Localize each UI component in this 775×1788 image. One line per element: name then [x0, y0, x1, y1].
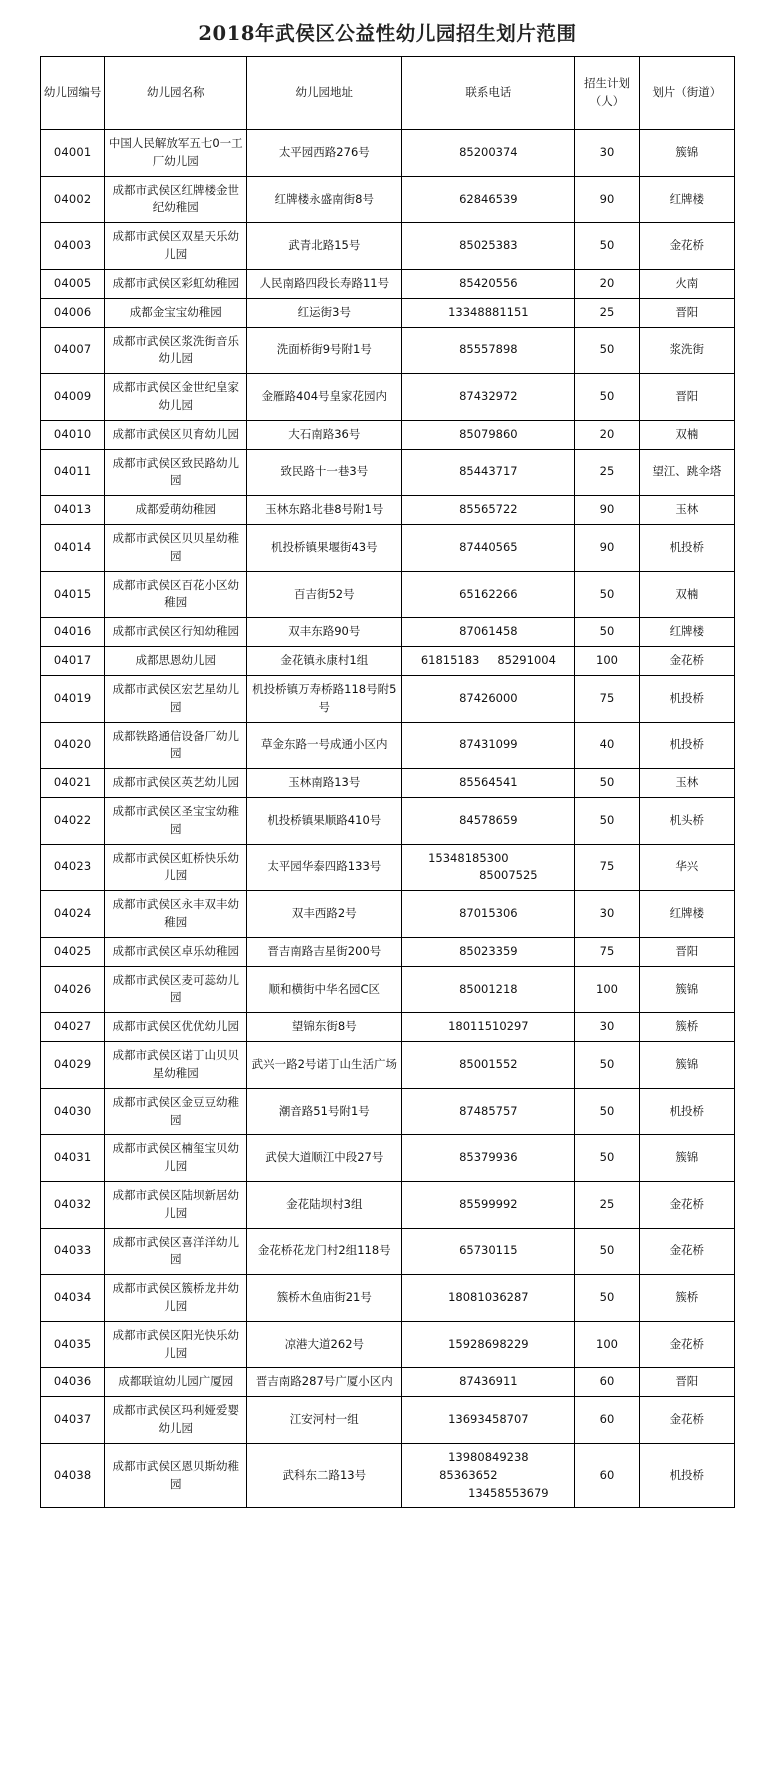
cell-contact-phone: 15928698229 [402, 1321, 575, 1368]
cell-kindergarten-id: 04029 [41, 1042, 105, 1089]
cell-enrollment-plan: 100 [575, 647, 639, 676]
cell-contact-phone: 85001218 [402, 966, 575, 1013]
cell-enrollment-plan: 50 [575, 1228, 639, 1275]
cell-zone: 红牌楼 [639, 176, 734, 223]
cell-kindergarten-address: 玉林东路北巷8号附1号 [247, 496, 402, 525]
cell-kindergarten-address: 红牌楼永盛南街8号 [247, 176, 402, 223]
cell-zone: 金花桥 [639, 1181, 734, 1228]
cell-zone: 红牌楼 [639, 618, 734, 647]
cell-kindergarten-id: 04034 [41, 1275, 105, 1322]
table-row [41, 1135, 735, 1182]
cell-kindergarten-address: 大石南路36号 [247, 420, 402, 449]
table-row [41, 891, 735, 938]
table-row [41, 571, 735, 618]
cell-contact-phone: 87432972 [402, 374, 575, 421]
cell-kindergarten-id: 04020 [41, 722, 105, 769]
cell-kindergarten-id: 04015 [41, 571, 105, 618]
cell-enrollment-plan: 25 [575, 449, 639, 496]
table-row [41, 769, 735, 798]
cell-kindergarten-id: 04022 [41, 797, 105, 844]
cell-kindergarten-name: 成都市武侯区优优幼儿园 [105, 1013, 247, 1042]
cell-kindergarten-address: 武兴一路2号诺丁山生活广场 [247, 1042, 402, 1089]
cell-enrollment-plan: 50 [575, 797, 639, 844]
cell-contact-phone: 87426000 [402, 675, 575, 722]
column-header-id: 幼儿园编号 [41, 57, 105, 130]
cell-enrollment-plan: 50 [575, 1042, 639, 1089]
cell-kindergarten-id: 04024 [41, 891, 105, 938]
phone-number: 61815183 [420, 653, 480, 668]
cell-kindergarten-address: 双丰东路90号 [247, 618, 402, 647]
cell-kindergarten-name: 成都市武侯区玛利娅爱婴幼儿园 [105, 1397, 247, 1444]
cell-kindergarten-address: 武侯大道顺江中段27号 [247, 1135, 402, 1182]
table-row [41, 1397, 735, 1444]
cell-kindergarten-name: 成都思恩幼儿园 [105, 647, 247, 676]
cell-contact-phone: 85443717 [402, 449, 575, 496]
cell-kindergarten-id: 04038 [41, 1443, 105, 1507]
cell-zone: 双楠 [639, 571, 734, 618]
cell-zone: 金花桥 [639, 223, 734, 270]
cell-kindergarten-address: 双丰西路2号 [247, 891, 402, 938]
table-row [41, 1368, 735, 1397]
cell-zone: 簇桥 [639, 1275, 734, 1322]
column-header-plan: 招生计划（人） [575, 57, 639, 130]
phone-number: 85291004 [497, 653, 556, 668]
cell-zone: 华兴 [639, 844, 734, 891]
cell-zone: 簇锦 [639, 966, 734, 1013]
table-row [41, 449, 735, 496]
table-header [41, 57, 735, 130]
cell-enrollment-plan: 50 [575, 571, 639, 618]
cell-kindergarten-name: 成都铁路通信设备厂幼儿园 [105, 722, 247, 769]
cell-zone: 簇桥 [639, 1013, 734, 1042]
cell-kindergarten-name: 成都市武侯区贝育幼儿园 [105, 420, 247, 449]
cell-kindergarten-id: 04021 [41, 769, 105, 798]
table-row [41, 618, 735, 647]
cell-zone: 金花桥 [639, 1228, 734, 1275]
table-row [41, 496, 735, 525]
cell-kindergarten-name: 成都市武侯区楠玺宝贝幼儿园 [105, 1135, 247, 1182]
cell-kindergarten-id: 04027 [41, 1013, 105, 1042]
cell-kindergarten-name: 成都市武侯区阳光快乐幼儿园 [105, 1321, 247, 1368]
cell-kindergarten-address: 红运街3号 [247, 298, 402, 327]
cell-contact-phone: 85025383 [402, 223, 575, 270]
cell-zone: 玉林 [639, 769, 734, 798]
table-row [41, 675, 735, 722]
cell-enrollment-plan: 50 [575, 1088, 639, 1135]
cell-zone: 机头桥 [639, 797, 734, 844]
cell-zone: 簇锦 [639, 130, 734, 177]
cell-zone: 望江、跳伞塔 [639, 449, 734, 496]
cell-enrollment-plan: 90 [575, 496, 639, 525]
table-row [41, 966, 735, 1013]
cell-zone: 簇锦 [639, 1042, 734, 1089]
cell-contact-phone: 87015306 [402, 891, 575, 938]
cell-kindergarten-address: 武科东二路13号 [247, 1443, 402, 1507]
cell-kindergarten-id: 04010 [41, 420, 105, 449]
cell-enrollment-plan: 30 [575, 130, 639, 177]
cell-contact-phone: 87431099 [402, 722, 575, 769]
cell-kindergarten-id: 04011 [41, 449, 105, 496]
cell-kindergarten-id: 04014 [41, 525, 105, 572]
cell-kindergarten-name: 成都市武侯区圣宝宝幼稚园 [105, 797, 247, 844]
cell-zone: 机投桥 [639, 1088, 734, 1135]
cell-kindergarten-name: 成都市武侯区贝贝星幼稚园 [105, 525, 247, 572]
table-row [41, 223, 735, 270]
cell-contact-phone: 84578659 [402, 797, 575, 844]
cell-enrollment-plan: 50 [575, 374, 639, 421]
cell-enrollment-plan: 25 [575, 1181, 639, 1228]
cell-kindergarten-address: 望锦东街8号 [247, 1013, 402, 1042]
cell-enrollment-plan: 75 [575, 937, 639, 966]
cell-kindergarten-name: 成都市武侯区麦可蕊幼儿园 [105, 966, 247, 1013]
table-row [41, 844, 735, 891]
cell-enrollment-plan: 50 [575, 769, 639, 798]
cell-zone: 机投桥 [639, 525, 734, 572]
table-row [41, 647, 735, 676]
cell-kindergarten-address: 人民南路四段长寿路11号 [247, 269, 402, 298]
cell-enrollment-plan: 40 [575, 722, 639, 769]
cell-enrollment-plan: 50 [575, 618, 639, 647]
cell-contact-phone: 18081036287 [402, 1275, 575, 1322]
cell-kindergarten-address: 金花桥花龙门村2组118号 [247, 1228, 402, 1275]
cell-kindergarten-id: 04005 [41, 269, 105, 298]
cell-kindergarten-name: 成都市武侯区行知幼稚园 [105, 618, 247, 647]
cell-kindergarten-id: 04006 [41, 298, 105, 327]
cell-contact-phone: 85023359 [402, 937, 575, 966]
cell-contact-phone: 85565722 [402, 496, 575, 525]
table-body [41, 130, 735, 1508]
cell-kindergarten-address: 晋吉南路287号广厦小区内 [247, 1368, 402, 1397]
cell-kindergarten-name: 成都市武侯区致民路幼儿园 [105, 449, 247, 496]
cell-zone: 玉林 [639, 496, 734, 525]
cell-kindergarten-name: 成都市武侯区虹桥快乐幼儿园 [105, 844, 247, 891]
cell-kindergarten-address: 顺和横街中华名园C区 [247, 966, 402, 1013]
cell-kindergarten-name: 成都市武侯区簇桥龙井幼儿园 [105, 1275, 247, 1322]
cell-kindergarten-address: 百吉街52号 [247, 571, 402, 618]
phone-number: 85363652 [439, 1467, 498, 1482]
cell-contact-phone: 65730115 [402, 1228, 575, 1275]
cell-enrollment-plan: 50 [575, 223, 639, 270]
cell-kindergarten-address: 致民路十一巷3号 [247, 449, 402, 496]
cell-kindergarten-address: 机投桥镇万寿桥路118号附5号 [247, 675, 402, 722]
cell-enrollment-plan: 50 [575, 327, 639, 374]
cell-zone: 金花桥 [639, 1397, 734, 1444]
cell-kindergarten-address: 晋吉南路吉星街200号 [247, 937, 402, 966]
table-row [41, 374, 735, 421]
cell-kindergarten-name: 成都市武侯区百花小区幼稚园 [105, 571, 247, 618]
table-row [41, 327, 735, 374]
cell-kindergarten-address: 潮音路51号附1号 [247, 1088, 402, 1135]
cell-enrollment-plan: 75 [575, 675, 639, 722]
cell-enrollment-plan: 75 [575, 844, 639, 891]
cell-kindergarten-id: 04031 [41, 1135, 105, 1182]
cell-zone: 金花桥 [639, 1321, 734, 1368]
cell-kindergarten-name: 成都市武侯区永丰双丰幼稚园 [105, 891, 247, 938]
cell-contact-phone [402, 647, 575, 676]
cell-kindergarten-address: 玉林南路13号 [247, 769, 402, 798]
cell-kindergarten-id: 04030 [41, 1088, 105, 1135]
cell-kindergarten-id: 04017 [41, 647, 105, 676]
cell-zone: 火南 [639, 269, 734, 298]
cell-kindergarten-name: 成都联谊幼儿园广厦园 [105, 1368, 247, 1397]
cell-kindergarten-id: 04025 [41, 937, 105, 966]
cell-enrollment-plan: 100 [575, 1321, 639, 1368]
cell-zone: 红牌楼 [639, 891, 734, 938]
table-row [41, 269, 735, 298]
cell-contact-phone: 85420556 [402, 269, 575, 298]
cell-contact-phone: 87436911 [402, 1368, 575, 1397]
cell-kindergarten-name: 成都市武侯区卓乐幼稚园 [105, 937, 247, 966]
cell-kindergarten-name: 成都市武侯区双星天乐幼儿园 [105, 223, 247, 270]
table-row [41, 1042, 735, 1089]
cell-kindergarten-address: 江安河村一组 [247, 1397, 402, 1444]
cell-kindergarten-id: 04007 [41, 327, 105, 374]
page-title: 2018年武侯区公益性幼儿园招生划片范围 [198, 22, 577, 45]
cell-kindergarten-address: 凉港大道262号 [247, 1321, 402, 1368]
phone-number: 85007525 [479, 868, 538, 883]
cell-zone: 机投桥 [639, 1443, 734, 1507]
cell-enrollment-plan: 25 [575, 298, 639, 327]
cell-kindergarten-address: 太平园华泰四路133号 [247, 844, 402, 891]
cell-kindergarten-name: 成都市武侯区红牌楼金世纪幼稚园 [105, 176, 247, 223]
cell-enrollment-plan: 90 [575, 176, 639, 223]
phone-number: 15348185300 [428, 850, 509, 865]
cell-zone: 浆洗街 [639, 327, 734, 374]
cell-contact-phone: 85599992 [402, 1181, 575, 1228]
phone-number: 13980849238 [448, 1449, 529, 1464]
cell-kindergarten-id: 04026 [41, 966, 105, 1013]
cell-zone: 簇锦 [639, 1135, 734, 1182]
cell-contact-phone: 87440565 [402, 525, 575, 572]
cell-kindergarten-address: 草金东路一号成通小区内 [247, 722, 402, 769]
cell-kindergarten-id: 04013 [41, 496, 105, 525]
table-row [41, 937, 735, 966]
cell-kindergarten-address: 簇桥木鱼庙街21号 [247, 1275, 402, 1322]
cell-zone: 晋阳 [639, 374, 734, 421]
cell-contact-phone: 85557898 [402, 327, 575, 374]
cell-enrollment-plan: 30 [575, 1013, 639, 1042]
cell-zone: 机投桥 [639, 722, 734, 769]
cell-zone: 晋阳 [639, 298, 734, 327]
cell-kindergarten-id: 04036 [41, 1368, 105, 1397]
cell-kindergarten-name: 成都市武侯区金豆豆幼稚园 [105, 1088, 247, 1135]
cell-enrollment-plan: 90 [575, 525, 639, 572]
cell-zone: 机投桥 [639, 675, 734, 722]
column-header-address: 幼儿园地址 [247, 57, 402, 130]
table-row [41, 1321, 735, 1368]
cell-kindergarten-name: 成都市武侯区恩贝斯幼稚园 [105, 1443, 247, 1507]
cell-enrollment-plan: 20 [575, 420, 639, 449]
cell-kindergarten-id: 04001 [41, 130, 105, 177]
table-row [41, 1443, 735, 1507]
cell-kindergarten-name: 成都市武侯区浆洗街音乐幼儿园 [105, 327, 247, 374]
cell-contact-phone [402, 844, 575, 891]
table-row [41, 1275, 735, 1322]
column-header-name: 幼儿园名称 [105, 57, 247, 130]
cell-kindergarten-name: 成都市武侯区英艺幼儿园 [105, 769, 247, 798]
cell-zone: 金花桥 [639, 647, 734, 676]
cell-zone: 双楠 [639, 420, 734, 449]
cell-kindergarten-id: 04009 [41, 374, 105, 421]
column-header-phone: 联系电话 [402, 57, 575, 130]
table-row [41, 176, 735, 223]
table-row [41, 722, 735, 769]
table-row [41, 1181, 735, 1228]
cell-kindergarten-name: 成都市武侯区金世纪皇家幼儿园 [105, 374, 247, 421]
cell-kindergarten-id: 04035 [41, 1321, 105, 1368]
cell-kindergarten-address: 金花陆坝村3组 [247, 1181, 402, 1228]
cell-enrollment-plan: 50 [575, 1275, 639, 1322]
cell-contact-phone: 13348881151 [402, 298, 575, 327]
table-row [41, 420, 735, 449]
cell-zone: 晋阳 [639, 1368, 734, 1397]
cell-kindergarten-name: 成都市武侯区喜洋洋幼儿园 [105, 1228, 247, 1275]
cell-enrollment-plan: 50 [575, 1135, 639, 1182]
cell-kindergarten-id: 04023 [41, 844, 105, 891]
cell-kindergarten-name: 成都市武侯区陆坝新居幼儿园 [105, 1181, 247, 1228]
cell-contact-phone: 87485757 [402, 1088, 575, 1135]
kindergarten-enrollment-table [40, 56, 735, 1508]
cell-contact-phone: 85001552 [402, 1042, 575, 1089]
cell-kindergarten-id: 04019 [41, 675, 105, 722]
cell-kindergarten-id: 04032 [41, 1181, 105, 1228]
cell-enrollment-plan: 60 [575, 1397, 639, 1444]
cell-enrollment-plan: 30 [575, 891, 639, 938]
cell-contact-phone [402, 1443, 575, 1507]
cell-kindergarten-id: 04016 [41, 618, 105, 647]
cell-kindergarten-id: 04033 [41, 1228, 105, 1275]
table-header-row [41, 57, 735, 130]
table-row [41, 797, 735, 844]
cell-enrollment-plan: 60 [575, 1368, 639, 1397]
cell-kindergarten-address: 金雁路404号皇家花园内 [247, 374, 402, 421]
table-row [41, 298, 735, 327]
table-row [41, 1228, 735, 1275]
cell-enrollment-plan: 100 [575, 966, 639, 1013]
table-container [0, 56, 775, 1508]
cell-enrollment-plan: 60 [575, 1443, 639, 1507]
table-row [41, 130, 735, 177]
phone-number: 13458553679 [468, 1485, 549, 1500]
table-row [41, 1013, 735, 1042]
cell-enrollment-plan: 20 [575, 269, 639, 298]
cell-kindergarten-address: 金花镇永康村1组 [247, 647, 402, 676]
cell-contact-phone: 65162266 [402, 571, 575, 618]
cell-contact-phone: 13693458707 [402, 1397, 575, 1444]
cell-kindergarten-name: 成都金宝宝幼稚园 [105, 298, 247, 327]
cell-contact-phone: 62846539 [402, 176, 575, 223]
cell-contact-phone: 85379936 [402, 1135, 575, 1182]
table-row [41, 1088, 735, 1135]
cell-kindergarten-address: 太平园西路276号 [247, 130, 402, 177]
cell-zone: 晋阳 [639, 937, 734, 966]
cell-kindergarten-address: 机投桥镇果顺路410号 [247, 797, 402, 844]
cell-contact-phone: 85564541 [402, 769, 575, 798]
cell-kindergarten-address: 洗面桥街9号附1号 [247, 327, 402, 374]
cell-contact-phone: 87061458 [402, 618, 575, 647]
table-row [41, 525, 735, 572]
cell-contact-phone: 85079860 [402, 420, 575, 449]
cell-kindergarten-name: 成都市武侯区诺丁山贝贝星幼稚园 [105, 1042, 247, 1089]
cell-kindergarten-id: 04003 [41, 223, 105, 270]
cell-kindergarten-name: 中国人民解放军五七0一工厂幼儿园 [105, 130, 247, 177]
cell-kindergarten-name: 成都市武侯区宏艺星幼儿园 [105, 675, 247, 722]
column-header-zone: 划片（街道） [639, 57, 734, 130]
cell-contact-phone: 18011510297 [402, 1013, 575, 1042]
cell-kindergarten-name: 成都爱萌幼稚园 [105, 496, 247, 525]
cell-kindergarten-address: 武青北路15号 [247, 223, 402, 270]
cell-kindergarten-id: 04037 [41, 1397, 105, 1444]
cell-contact-phone: 85200374 [402, 130, 575, 177]
cell-kindergarten-id: 04002 [41, 176, 105, 223]
cell-kindergarten-address: 机投桥镇果堰街43号 [247, 525, 402, 572]
cell-kindergarten-name: 成都市武侯区彩虹幼稚园 [105, 269, 247, 298]
